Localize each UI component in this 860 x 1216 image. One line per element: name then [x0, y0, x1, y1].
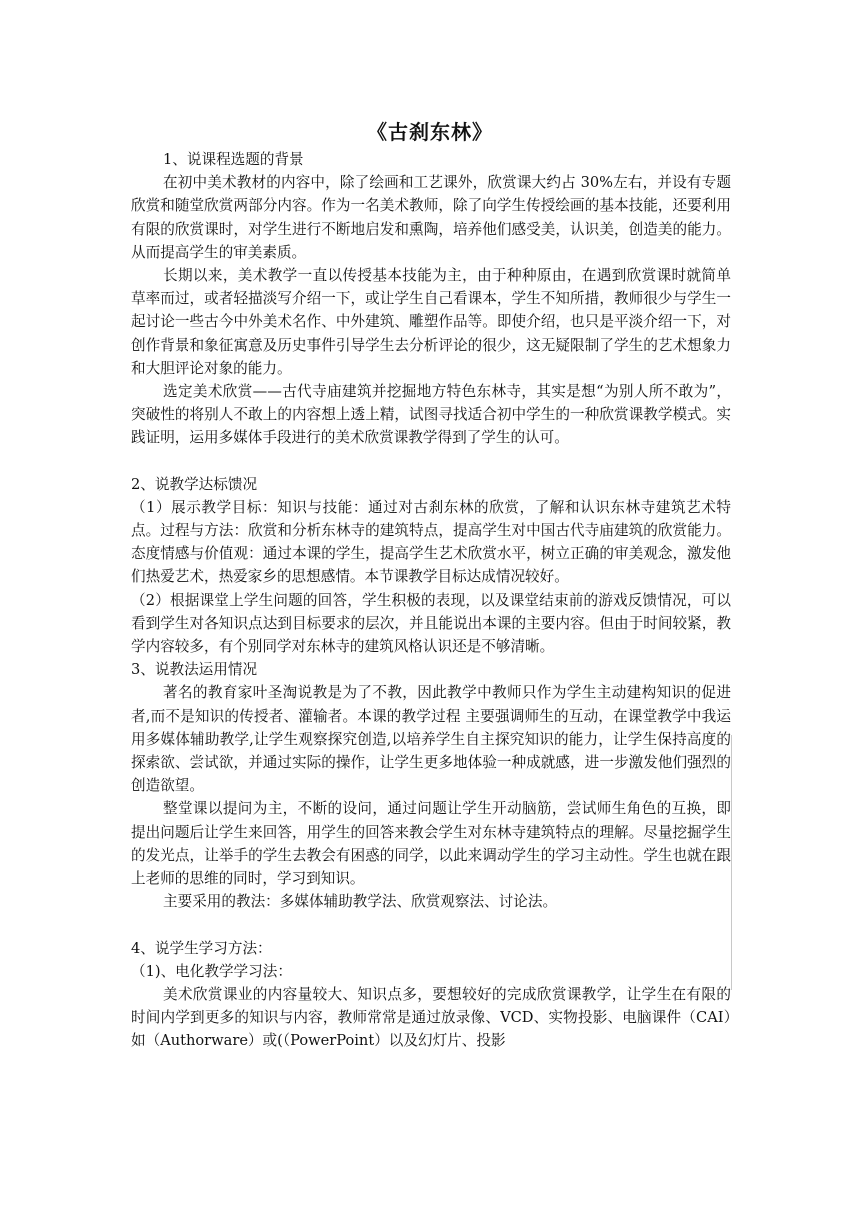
- paragraph: 美术欣赏课业的内容量较大、知识点多，要想较好的完成欣赏课教学，让学生在有限的时间内学到更多的知识与内容，教师常常是通过放录像、VCD、实物投影、电脑课件（CAI）如（Authorware）或(（PowerPoint）以及幻灯片、投影: [131, 985, 731, 1050]
- subsection-heading: （1)、电化教学学习法：: [131, 962, 292, 980]
- document-body: [131, 148, 731, 1053]
- paragraph: 长期以来，美术教学一直以传授基本技能为主，由于种种原由，在遇到欣赏课时就简单草率而过，或者轻描淡写介绍一下，或让学生自己看课本，学生不知所措，教师很少与学生一起讨论一些古今中外美术名作、中外建筑、雕塑作品等。即使介绍，也只是平淡介绍一下，对创作背景和象征寓意及历史事件引导学生去分析评论的很少，这无疑限制了学生的艺术想象力和大胆评论对象的能力。: [131, 267, 731, 377]
- paragraph: 选定美术欣赏——古代寺庙建筑并挖掘地方特色东林寺，其实是想“为别人所不敢为”，突破性的将别人不敢上的内容想上透上精，试图寻找适合初中学生的一种欣赏课教学模式。实践证明，运用多媒体手段进行的美术欣赏课教学得到了学生的认可。: [131, 383, 731, 447]
- paragraph: 在初中美术教材的内容中，除了绘画和工艺课外，欣赏课大约占 30%左右，并设有专题欣赏和随堂欣赏两部分内容。作为一名美术教师，除了向学生传授绘画的基本技能，还要利用有限的欣赏课时，对学生进行不断地启发和熏陶，培养他们感受美，认识美，创造美的能力。从而提高学生的审美素质。: [131, 174, 731, 261]
- spacer: [131, 914, 731, 937]
- paragraph: （1）展示教学目标：知识与技能：通过对古刹东林的欣赏，了解和认识东林寺建筑艺术特点。过程与方法：欣赏和分析东林寺的建筑特点，提高学生对中国古代寺庙建筑的欣赏能力。态度情感与价值观：通过本课的学生，提高学生艺术欣赏水平，树立正确的审美观念，激发他们热爱艺术，热爱家乡的思想感情。本节课教学目标达成情况较好。: [131, 498, 731, 586]
- paragraph: （2）根据课堂上学生问题的回答，学生积极的表现，以及课堂结束前的游戏反馈情况，可以看到学生对各知识点达到目标要求的层次，并且能说出本课的主要内容。但由于时间较紧，教学内容较多，有个别同学对东林寺的建筑风格认识还是不够清晰。: [131, 591, 731, 656]
- document-title: 《古刹东林》: [367, 120, 493, 144]
- section-heading: 1、说课程选题的背景: [163, 151, 304, 168]
- section-heading: 2、说教学达标馈况: [131, 475, 258, 493]
- paragraph: 著名的教育家叶圣淘说教是为了不教，因此教学中教师只作为学生主动建构知识的促进者,而不是知识的传授者、灌输者。本课的教学过程 主要强调师生的互动，在课堂教学中我运用多媒体辅助教学,让学生观察探究创造,以培养学生自主探究知识的能力，让学生保持高度的探索欲、尝试欲，并通过实际的操作，让学生更多地体验一种成就感，进一步激发他们强烈的创造欲望。: [131, 684, 731, 795]
- paragraph: 整堂课以提问为主，不断的设问，通过问题让学生开动脑筋，尝试师生角色的互换，即提出问题后让学生来回答，用学生的回答来教会学生对东林寺建筑特点的理解。尽量挖掘学生的发光点，让举手的学生去教会有困惑的同学，以此来调动学生的学习主动性。学生也就在跟上老师的思维的同时，学习到知识。: [131, 800, 731, 888]
- spacer: [131, 450, 731, 473]
- margin-rule: [731, 735, 732, 990]
- section-heading: 4、说学生学习方法：: [131, 939, 272, 957]
- section-heading: 3、说教法运用情况: [131, 661, 258, 679]
- paragraph: 主要采用的教法：多媒体辅助教学法、欣赏观察法、讨论法。: [163, 893, 558, 911]
